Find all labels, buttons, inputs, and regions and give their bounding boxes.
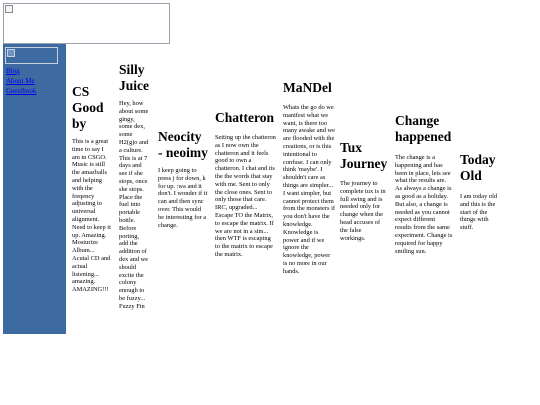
post-title: CS Good by xyxy=(72,84,104,131)
nav-link-blog[interactable]: Blog xyxy=(6,67,20,75)
blog-post xyxy=(283,80,335,276)
post-title: MaNDel xyxy=(283,80,332,95)
blog-post xyxy=(395,113,453,255)
post-body: Hey, how about some gingy, some dex, some H2(g)o and a culture. This is at 7 days and see if she stops, once she stops. Place the fuel into portable bottle. Before porting, add the addition of dex and we should excite the colony enough to be fuzzy... Fuzzy Fin xyxy=(119,100,149,310)
blog-post xyxy=(460,152,500,232)
sidebar-nav xyxy=(6,66,36,96)
sidebar xyxy=(3,44,66,334)
post-title: Chatteron xyxy=(215,110,274,125)
blog-post xyxy=(119,62,149,311)
post-title: Tux Journey xyxy=(340,140,388,171)
post-body: The journey to complete tux is in full swing and is needed only for change when the head accuses of the false workings. xyxy=(340,180,386,242)
header-banner-image xyxy=(3,3,170,44)
blog-post xyxy=(158,129,208,229)
broken-image-icon xyxy=(7,49,15,57)
broken-image-icon xyxy=(5,5,13,13)
post-body: I am today old and this is the start of the things with stuff. xyxy=(460,193,498,232)
post-body: This is a great time to say I am in CSGO. Music is still the amazballs and helping with the freqency adjusting to universal alignment. Need to keep it up. Amazing. Mosturize Album... Acutal CD and actual listening... amazing. AMAZING!!! xyxy=(72,138,111,294)
blog-post xyxy=(215,110,276,259)
post-body: The change is a happening and has been in place, lets see what the results are. As always a change is as good as a holiday. But also, a change is needed as you cannot expect different results from the same experiment. Change is required for happy smiling sun. xyxy=(395,154,453,255)
post-body: Whats the go do we manifest what we want, is there too many awake and we are flooded with the creations, or is this intentional to confuse. I can only think 'maybe'. I shouldn't care as things are simpler... I want simpler, but cannot protect them from the monsters if you don't have the knowledge. Knowledge is power and if we ignore the knowledge, power is no more in our hands. xyxy=(283,104,336,275)
post-title: Silly Juice xyxy=(119,62,149,93)
nav-link-about-me[interactable]: About Me xyxy=(6,77,35,85)
sidebar-image xyxy=(5,47,58,64)
post-body: I keep going to press j for down, k for up. :wa and it don't. I wonder if it can and then sync over. This would be interesting for a change. xyxy=(158,167,208,229)
nav-link-guestbook[interactable]: Guestbook xyxy=(6,87,37,95)
post-title: Change happened xyxy=(395,113,452,144)
post-title: Neocity - neoimy xyxy=(158,129,208,160)
post-title: Today Old xyxy=(460,152,496,183)
blog-post xyxy=(340,140,388,242)
blog-post xyxy=(72,84,112,294)
post-body: Setting up the chatteron as I now own the chatteron and it feels good to own a chatteron. I chat and its the the words that stay with me. Sent to only the close ones. Sent to only those that care. IRC, upgraded... Escape TO the Matrix, to escape the matrix. If we are not in a sim... then WTF is escaping to the matrix to escape the matrix. xyxy=(215,134,276,258)
